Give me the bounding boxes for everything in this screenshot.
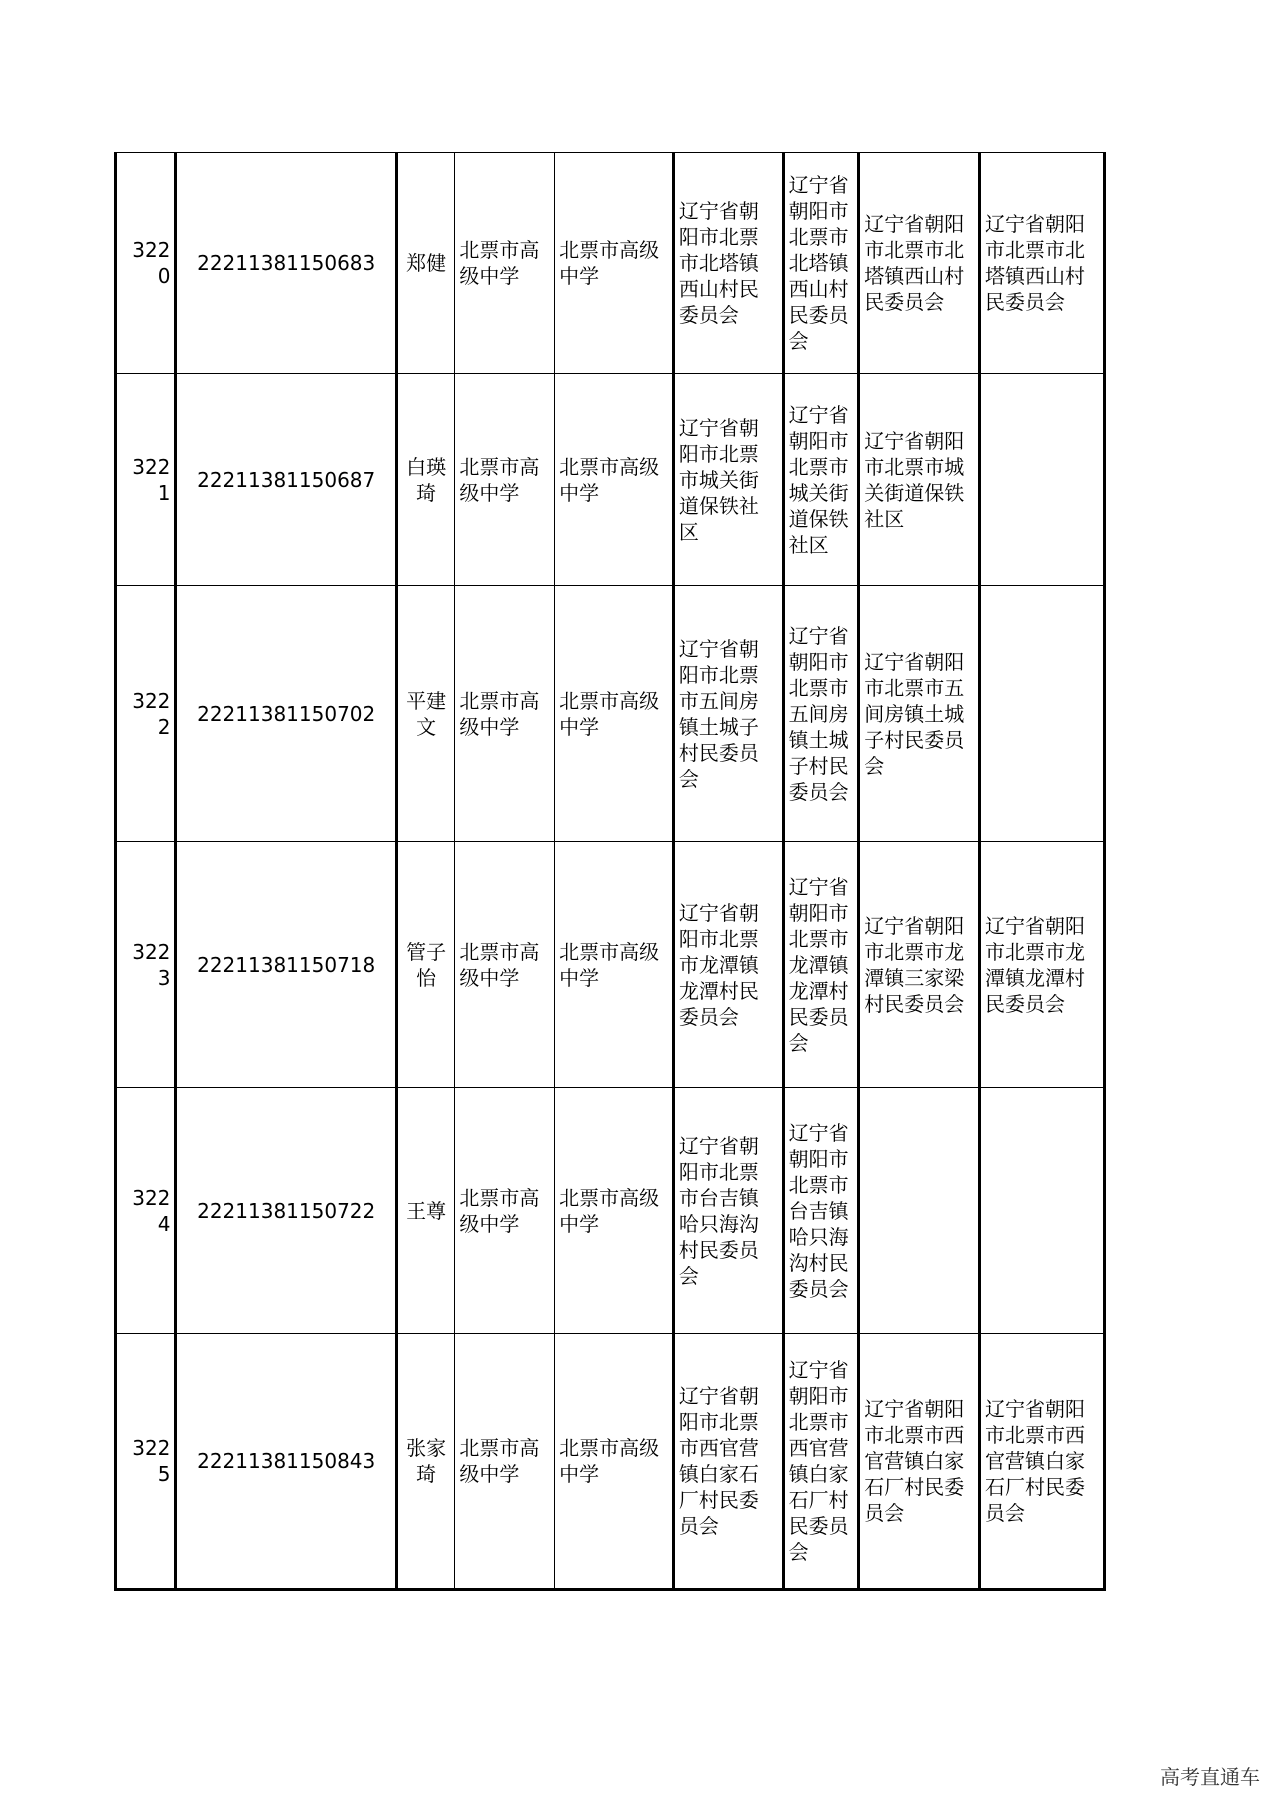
school-cell: 北票市高级中学: [455, 374, 555, 586]
address-cell: 辽宁省朝阳市北票市龙潭镇三家梁村民委员会: [859, 842, 980, 1088]
name-cell: 张家琦: [396, 1334, 454, 1590]
school-cell: 北票市高级中学: [555, 1334, 674, 1590]
name-cell: 平建文: [396, 586, 454, 842]
address-cell: 辽宁省朝阳市北票市龙潭镇龙潭村民委员会: [783, 842, 859, 1088]
address-cell: [980, 374, 1105, 586]
name-cell: 郑健: [396, 153, 454, 374]
school-cell: 北票市高级中学: [555, 153, 674, 374]
address-cell: 辽宁省朝阳市北票市五间房镇土城子村民委员会: [783, 586, 859, 842]
address-cell: [980, 1088, 1105, 1334]
address-cell: 辽宁省朝阳市北票市北塔镇西山村民委员会: [859, 153, 980, 374]
address-cell: 辽宁省朝阳市北票市北塔镇西山村民委员会: [673, 153, 783, 374]
id-cell: 22211381150843: [176, 1334, 397, 1590]
address-cell: 辽宁省朝阳市北票市西官营镇白家石厂村民委员会: [980, 1334, 1105, 1590]
id-cell: 22211381150718: [176, 842, 397, 1088]
address-cell: 辽宁省朝阳市北票市龙潭镇龙潭村民委员会: [980, 842, 1105, 1088]
address-cell: 辽宁省朝阳市北票市西官营镇白家石厂村民委员会: [859, 1334, 980, 1590]
name-cell: 管子怡: [396, 842, 454, 1088]
address-cell: 辽宁省朝阳市北票市城关街道保铁社区: [859, 374, 980, 586]
address-cell: 辽宁省朝阳市北票市龙潭镇龙潭村民委员会: [673, 842, 783, 1088]
school-cell: 北票市高级中学: [455, 1088, 555, 1334]
address-cell: 辽宁省朝阳市北票市北塔镇西山村民委员会: [980, 153, 1105, 374]
school-cell: 北票市高级中学: [555, 374, 674, 586]
seq-cell: 3221: [116, 374, 176, 586]
table-row: [116, 374, 1105, 586]
data-table: [114, 152, 1106, 1591]
name-cell: 白瑛琦: [396, 374, 454, 586]
seq-cell: 3222: [116, 586, 176, 842]
seq-cell: 3220: [116, 153, 176, 374]
table-row: [116, 1334, 1105, 1590]
table-row: [116, 1088, 1105, 1334]
school-cell: 北票市高级中学: [455, 586, 555, 842]
address-cell: 辽宁省朝阳市北票市城关街道保铁社区: [673, 374, 783, 586]
school-cell: 北票市高级中学: [555, 586, 674, 842]
watermark-text: 高考直通车: [1160, 1765, 1260, 1789]
address-cell: 辽宁省朝阳市北票市城关街道保铁社区: [783, 374, 859, 586]
table-row: [116, 586, 1105, 842]
address-cell: [980, 586, 1105, 842]
seq-cell: 3224: [116, 1088, 176, 1334]
address-cell: 辽宁省朝阳市北票市五间房镇土城子村民委员会: [673, 586, 783, 842]
address-cell: 辽宁省朝阳市北票市五间房镇土城子村民委员会: [859, 586, 980, 842]
address-cell: 辽宁省朝阳市北票市西官营镇白家石厂村民委员会: [783, 1334, 859, 1590]
address-cell: 辽宁省朝阳市北票市台吉镇哈只海沟村民委员会: [673, 1088, 783, 1334]
id-cell: 22211381150687: [176, 374, 397, 586]
school-cell: 北票市高级中学: [455, 842, 555, 1088]
id-cell: 22211381150702: [176, 586, 397, 842]
name-cell: 王尊: [396, 1088, 454, 1334]
table-row: [116, 842, 1105, 1088]
id-cell: 22211381150683: [176, 153, 397, 374]
address-cell: 辽宁省朝阳市北票市台吉镇哈只海沟村民委员会: [783, 1088, 859, 1334]
school-cell: 北票市高级中学: [455, 1334, 555, 1590]
school-cell: 北票市高级中学: [555, 1088, 674, 1334]
address-cell: [859, 1088, 980, 1334]
address-cell: 辽宁省朝阳市北票市北塔镇西山村民委员会: [783, 153, 859, 374]
table-row: [116, 153, 1105, 374]
address-cell: 辽宁省朝阳市北票市西官营镇白家石厂村民委员会: [673, 1334, 783, 1590]
school-cell: 北票市高级中学: [455, 153, 555, 374]
school-cell: 北票市高级中学: [555, 842, 674, 1088]
seq-cell: 3225: [116, 1334, 176, 1590]
seq-cell: 3223: [116, 842, 176, 1088]
id-cell: 22211381150722: [176, 1088, 397, 1334]
